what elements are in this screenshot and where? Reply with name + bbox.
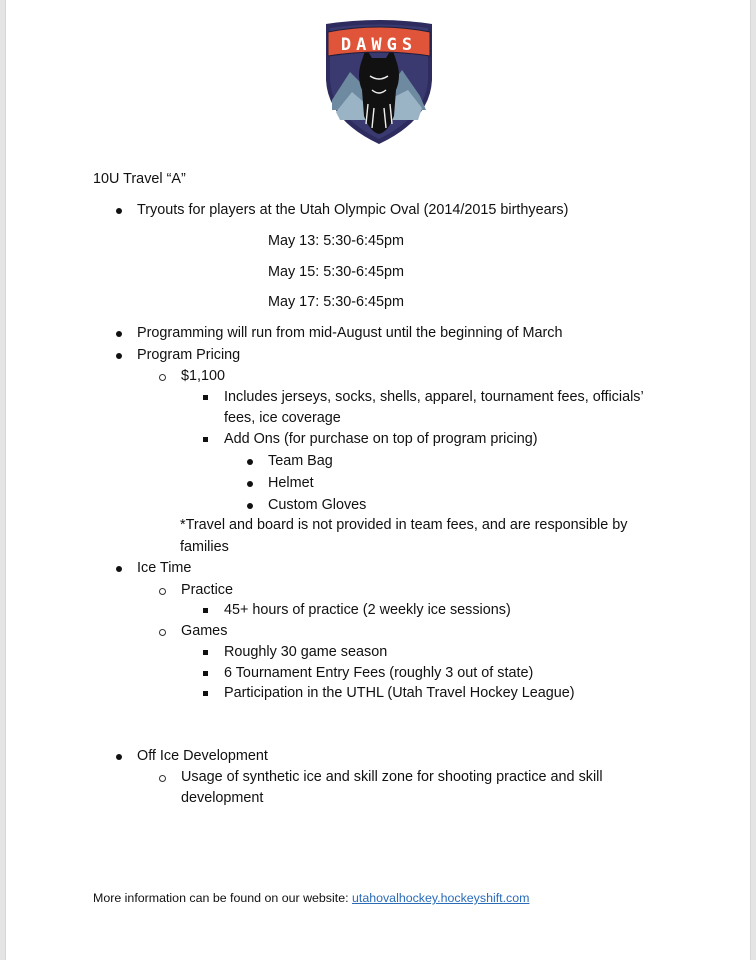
off-ice-item-cont: development bbox=[181, 790, 264, 806]
tryout-date: May 15: 5:30-6:45pm bbox=[268, 264, 404, 280]
footer-text: More information can be found on our website: bbox=[93, 891, 352, 905]
pricing-price: $1,100 bbox=[181, 368, 226, 384]
circle-bullet-icon bbox=[159, 374, 166, 381]
square-bullet-icon bbox=[203, 691, 208, 696]
circle-bullet-icon bbox=[159, 588, 166, 595]
programming-text: Programming will run from mid-August until the beginning of March bbox=[137, 325, 563, 341]
addon-item: Team Bag bbox=[268, 453, 333, 469]
off-ice-item: Usage of synthetic ice and skill zone for shooting practice and skill bbox=[181, 769, 603, 785]
pricing-note-cont: families bbox=[180, 539, 229, 555]
bullet-icon bbox=[116, 331, 122, 337]
square-bullet-icon bbox=[203, 650, 208, 655]
circle-bullet-icon bbox=[159, 629, 166, 636]
website-link[interactable]: utahovalhockey.hockeyshift.com bbox=[351, 891, 530, 905]
addon-item: Helmet bbox=[268, 475, 314, 491]
page-edge-right bbox=[750, 0, 756, 960]
square-bullet-icon bbox=[203, 395, 208, 400]
bullet-icon bbox=[247, 503, 253, 509]
bullet-icon bbox=[116, 566, 122, 572]
bullet-icon bbox=[116, 353, 122, 359]
tryout-date: May 17: 5:30-6:45pm bbox=[268, 294, 404, 310]
bullet-icon bbox=[116, 754, 122, 760]
circle-bullet-icon bbox=[159, 775, 166, 782]
tryouts-text: Tryouts for players at the Utah Olympic Oval (2014/2015 birthyears) bbox=[137, 202, 569, 218]
addon-item: Custom Gloves bbox=[268, 497, 367, 513]
ice-time-label: Ice Time bbox=[137, 560, 192, 576]
tryout-date: May 13: 5:30-6:45pm bbox=[268, 233, 404, 249]
bullet-icon bbox=[247, 481, 253, 487]
pricing-label: Program Pricing bbox=[137, 347, 241, 363]
logo-text: DAWGS bbox=[340, 35, 418, 55]
games-label: Games bbox=[181, 623, 228, 639]
games-item: Participation in the UTHL (Utah Travel Hockey League) bbox=[224, 685, 575, 701]
bullet-icon bbox=[116, 208, 122, 214]
page-edge-left bbox=[0, 0, 6, 960]
bullet-icon bbox=[247, 459, 253, 465]
off-ice-label: Off Ice Development bbox=[137, 748, 268, 764]
addons-label: Add Ons (for purchase on top of program pricing) bbox=[224, 431, 538, 447]
games-item: 6 Tournament Entry Fees (roughly 3 out of state) bbox=[224, 665, 534, 681]
games-item: Roughly 30 game season bbox=[224, 644, 388, 660]
square-bullet-icon bbox=[203, 608, 208, 613]
pricing-includes-cont: fees, ice coverage bbox=[224, 410, 341, 426]
practice-item: 45+ hours of practice (2 weekly ice sessions) bbox=[224, 602, 511, 618]
dawgs-logo bbox=[322, 20, 436, 146]
pricing-includes: Includes jerseys, socks, shells, apparel, tournament fees, officials’ bbox=[224, 389, 644, 405]
practice-label: Practice bbox=[181, 582, 233, 598]
pricing-note: *Travel and board is not provided in team fees, and are responsible by bbox=[180, 517, 628, 533]
square-bullet-icon bbox=[203, 671, 208, 676]
footer bbox=[93, 889, 529, 907]
document-title: 10U Travel “A” bbox=[93, 171, 186, 187]
square-bullet-icon bbox=[203, 437, 208, 442]
